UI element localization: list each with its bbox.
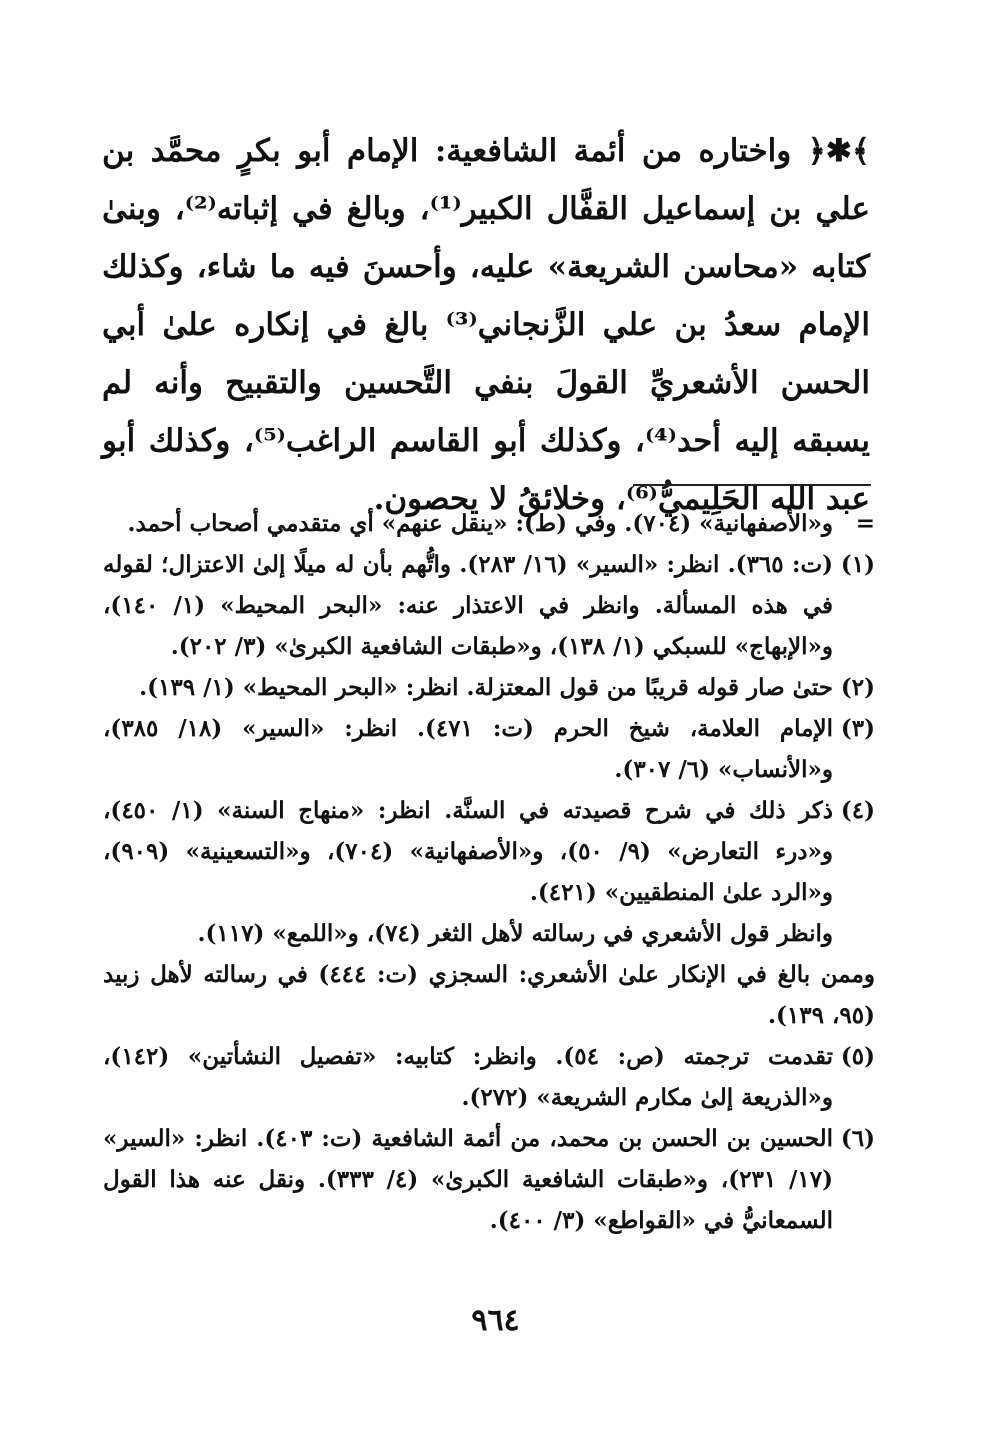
footnote-text: ذكر ذلك في شرح قصيدته في السنَّة. انظر: «منهاج السنة» (١/ ٤٥٠)، و«درء التعارض» (٩/ ٥٠)، و«الأصفهانية» (٧٠٤)، و«التسعينية» (٩٠٩)، و«الرد علىٰ المنطقيين» (٤٢١).	[103, 797, 833, 906]
footnotes	[103, 503, 875, 1241]
main-text	[102, 122, 870, 528]
footnote-separator	[633, 484, 871, 486]
footnote-continuation	[103, 503, 875, 544]
footnote-text: و«الأصفهانية» (٧٠٤). وفي (ط): «ينقل عنهم» أي متقدمي أصحاب أحمد.	[127, 510, 833, 537]
main-paragraph: ﴾✱﴿ واختاره من أئمة الشافعية: الإمام أبو بكرٍ محمَّد بن علي بن إسماعيل القفَّال الكبير⁽¹⁾، وبالغ في إثباته⁽²⁾، وبنىٰ كتابه «محاسن الشريعة» عليه، وأحسنَ فيه ما شاء، وكذلك الإمام سعدُ بن علي الزَّنجاني⁽³⁾ بالغ في إنكاره علىٰ أبي الحسن الأشعريِّ القولَ بنفي التَّحسين والتقبيح وأنه لم يسبقه إليه أحد⁽⁴⁾، وكذلك أبو القاسم الراغب⁽⁵⁾، وكذلك أبو عبد الله الحَلِيميُّ⁽⁶⁾، وخلائقُ لا يحصون.	[102, 133, 871, 517]
footnote-4-addition: وممن بالغ في الإنكار علىٰ الأشعري: السجزي (ت: ٤٤٤) في رسالته لأهل زبيد (٩٥، ١٣٩).	[103, 961, 875, 1029]
footnote-3	[103, 708, 875, 790]
footnote-4	[103, 790, 875, 913]
footnote-text: (ت: ٣٦٥). انظر: «السير» (١٦/ ٢٨٣). واتُّهم بأن له ميلًا إلىٰ الاعتزال؛ لقوله في هذه المسألة. وانظر في الاعتذار عنه: «البحر المحيط» (١/ ١٤٠)، و«الإبهاج» للسبكي (١/ ١٣٨)، و«طبقات الشافعية الكبرىٰ» (٣/ ٢٠٢).	[103, 551, 833, 660]
footnote-5	[103, 1036, 875, 1118]
footnote-6	[103, 1118, 875, 1241]
footnote-text: الحسين بن الحسن بن محمد، من أئمة الشافعية (ت: ٤٠٣). انظر: «السير» (١٧/ ٢٣١)، و«طبقات الشافعية الكبرىٰ» (٤/ ٣٣٣). ونقل عنه هذا القول السمعانيُّ في «القواطع» (٣/ ٤٠٠).	[103, 1125, 834, 1234]
footnote-mark: =	[855, 510, 875, 537]
footnote-mark: (٣)	[840, 715, 875, 742]
footnote-text: تقدمت ترجمته (ص: ٥٤). وانظر: كتابيه: «تفصيل النشأتين» (١٤٢)، و«الذريعة إلىٰ مكارم الشريعة» (٢٧٢).	[103, 1043, 834, 1111]
footnote-1	[103, 544, 875, 667]
footnote-mark: (٢)	[840, 674, 875, 701]
footnote-4-continuation: وانظر قول الأشعري في رسالته لأهل الثغر (٧٤)، و«اللمع» (١١٧).	[197, 920, 833, 947]
footnote-mark: (٦)	[840, 1125, 875, 1152]
footnote-mark: (٤)	[840, 797, 875, 824]
footnote-2	[103, 667, 875, 708]
page-number: ٩٦٤	[471, 1303, 520, 1338]
footnote-mark: (٥)	[840, 1043, 875, 1070]
footnote-text: حتىٰ صار قوله قريبًا من قول المعتزلة. انظر: «البحر المحيط» (١/ ١٣٩).	[139, 674, 833, 701]
footnote-mark: (١)	[840, 551, 875, 578]
footnote-text: الإمام العلامة، شيخ الحرم (ت: ٤٧١). انظر: «السير» (١٨/ ٣٨٥)، و«الأنساب» (٦/ ٣٠٧).	[103, 715, 833, 783]
